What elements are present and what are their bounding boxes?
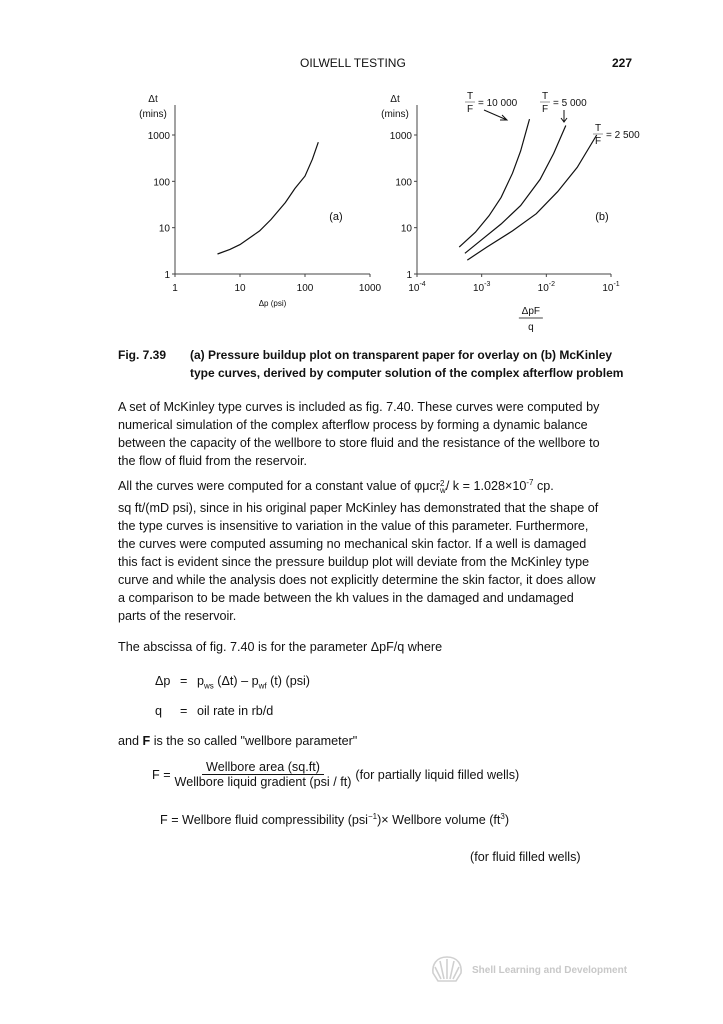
x-tick-label: $10^{-3}$ [472,281,491,294]
sup: −1 [367,812,378,821]
x-tick-label: 1 [172,283,178,294]
y-tick-label: 1000 [389,131,412,142]
para2-line: sq ft/(mD psi), since in his original paper McKinley has demonstrated that the shape of [118,501,599,515]
y-tick-label: 100 [153,177,170,189]
sup: 2 [440,478,445,488]
sub: ws [204,681,214,691]
text: All the curves were computed for a constant value of φμcr [118,479,441,494]
curve-label-denominator: F [466,104,474,115]
series-line [467,135,596,260]
exponent: -7 [526,478,534,487]
y-tick-label: 10 [158,223,170,235]
x-tick-label: $10^{-4}$ [408,281,426,294]
text: p [197,674,205,688]
def-q-text: oil rate in rb/d [197,704,274,718]
panel-label: (b) [595,211,609,223]
lhs: F = [152,767,171,782]
y-axis-unit: (mins) [381,109,409,120]
series-line [218,142,319,254]
text: is the so called "wellbore parameter" [150,734,358,748]
sub: w [440,485,446,495]
x-tick-label: 1000 [358,283,382,294]
page-number: 227 [612,56,633,70]
para2-line: this fact is evident since the pressure buildup plot will deviate from the McKinley type [118,555,590,569]
text: F = Wellbore fluid compressibility (psi [160,813,368,828]
series-line [465,126,566,254]
text: (t) (psi) [266,674,310,688]
x-axis-label-numerator: ΔpF [521,306,541,317]
equation-f-partial [152,760,519,789]
curve-label-value: = 5 000 [553,98,587,109]
arrow-icon [561,110,567,122]
y-tick-label: 1000 [147,131,170,142]
def-dp-eq: = [180,674,188,688]
equation-f-fluid [160,812,509,827]
def-dp-expr [197,674,310,691]
y-axis-label: Δt [148,94,158,105]
x-tick-label: $10^{-1}$ [602,281,620,294]
curve-label-numerator: T [541,91,549,102]
fraction [175,760,352,789]
x-axis-label: Δp (psi) [258,299,287,308]
text: / k = 1.028×10 [445,479,527,494]
denominator: Wellbore liquid gradient (psi / ft) [174,775,352,789]
para1-line: numerical simulation of the complex afterflow process by forming a dynamic balance [118,418,588,432]
para2-line: parts of the reservoir. [118,609,237,623]
curve-label-numerator: T [466,91,474,102]
caption-line-1: (a) Pressure buildup plot on transparent paper for overlay on (b) McKinley [190,348,613,362]
curve-label-denominator: F [594,136,602,147]
para2-line: curve and while the analysis does not explicitly determine the skin factor, it does allow [118,573,596,587]
text: (Δt) – p [213,674,259,688]
x-tick-label: $10^{-2}$ [537,281,556,294]
note: (for partially liquid filled wells) [355,767,520,782]
text: ) [504,813,510,828]
x-tick-label: 10 [234,283,246,294]
figure-7-39 [0,0,723,340]
y-tick-label: 1 [164,270,170,281]
para3: The abscissa of fig. 7.40 is for the parameter ΔpF/q where [118,640,443,654]
para1-line: between the capacity of the wellbore to store fluid and the resistance of the wellbore to [118,436,600,450]
para2-line: the type curves is insensitive to variation in the value of this parameter. Furthermore, [118,519,589,533]
chart-a [139,94,381,308]
equation-f-fluid-note: (for fluid filled wells) [470,850,581,864]
para1-line: A set of McKinley type curves is included as fig. 7.40. These curves were computed by [118,400,600,414]
sup: 3 [500,812,505,821]
x-tick-label: 100 [296,283,314,294]
y-tick-label: 10 [400,223,412,235]
y-axis-label: Δt [390,94,400,105]
series-line [459,119,529,247]
text: and [118,734,143,748]
footer-logo [430,955,627,985]
text: F [142,734,151,748]
panel-label: (a) [329,211,343,223]
x-axis-label-denominator: q [528,322,534,333]
def-q-eq: = [180,704,188,718]
arrow-icon [484,110,507,120]
def-dp-symbol: Δp [155,674,171,688]
curve-label-denominator: F [541,104,549,115]
para2-line: a comparison to be made between the kh values in the damaged and undamaged [118,591,574,605]
para1-line: the flow of fluid from the reservoir. [118,454,307,468]
y-tick-label: 100 [395,177,412,189]
text: )× Wellbore volume (ft [377,813,501,828]
y-axis-unit: (mins) [139,109,167,120]
para4 [118,734,357,748]
para2-formula-line [118,478,554,494]
caption-label: Fig. 7.39 [118,348,167,362]
y-tick-label: 1 [406,270,412,281]
numerator: Wellbore area (sq.ft) [202,760,324,775]
sub: wf [258,681,267,691]
text: cp. [533,479,554,494]
def-q-symbol: q [155,704,163,718]
caption-line-2: type curves, derived by computer solution of the complex afterflow problem [190,366,624,380]
curve-label-numerator: T [594,123,602,134]
para2-line: the curves were computed assuming no mechanical skin factor. If a well is damaged [118,537,587,551]
running-header: OILWELL TESTING [300,56,406,70]
logo-text: Shell Learning and Development [472,964,628,976]
curve-label-value: = 2 500 [606,130,640,141]
curve-label-value: = 10 000 [478,98,518,109]
chart-b [381,91,640,333]
shell-logo-icon [430,955,464,985]
